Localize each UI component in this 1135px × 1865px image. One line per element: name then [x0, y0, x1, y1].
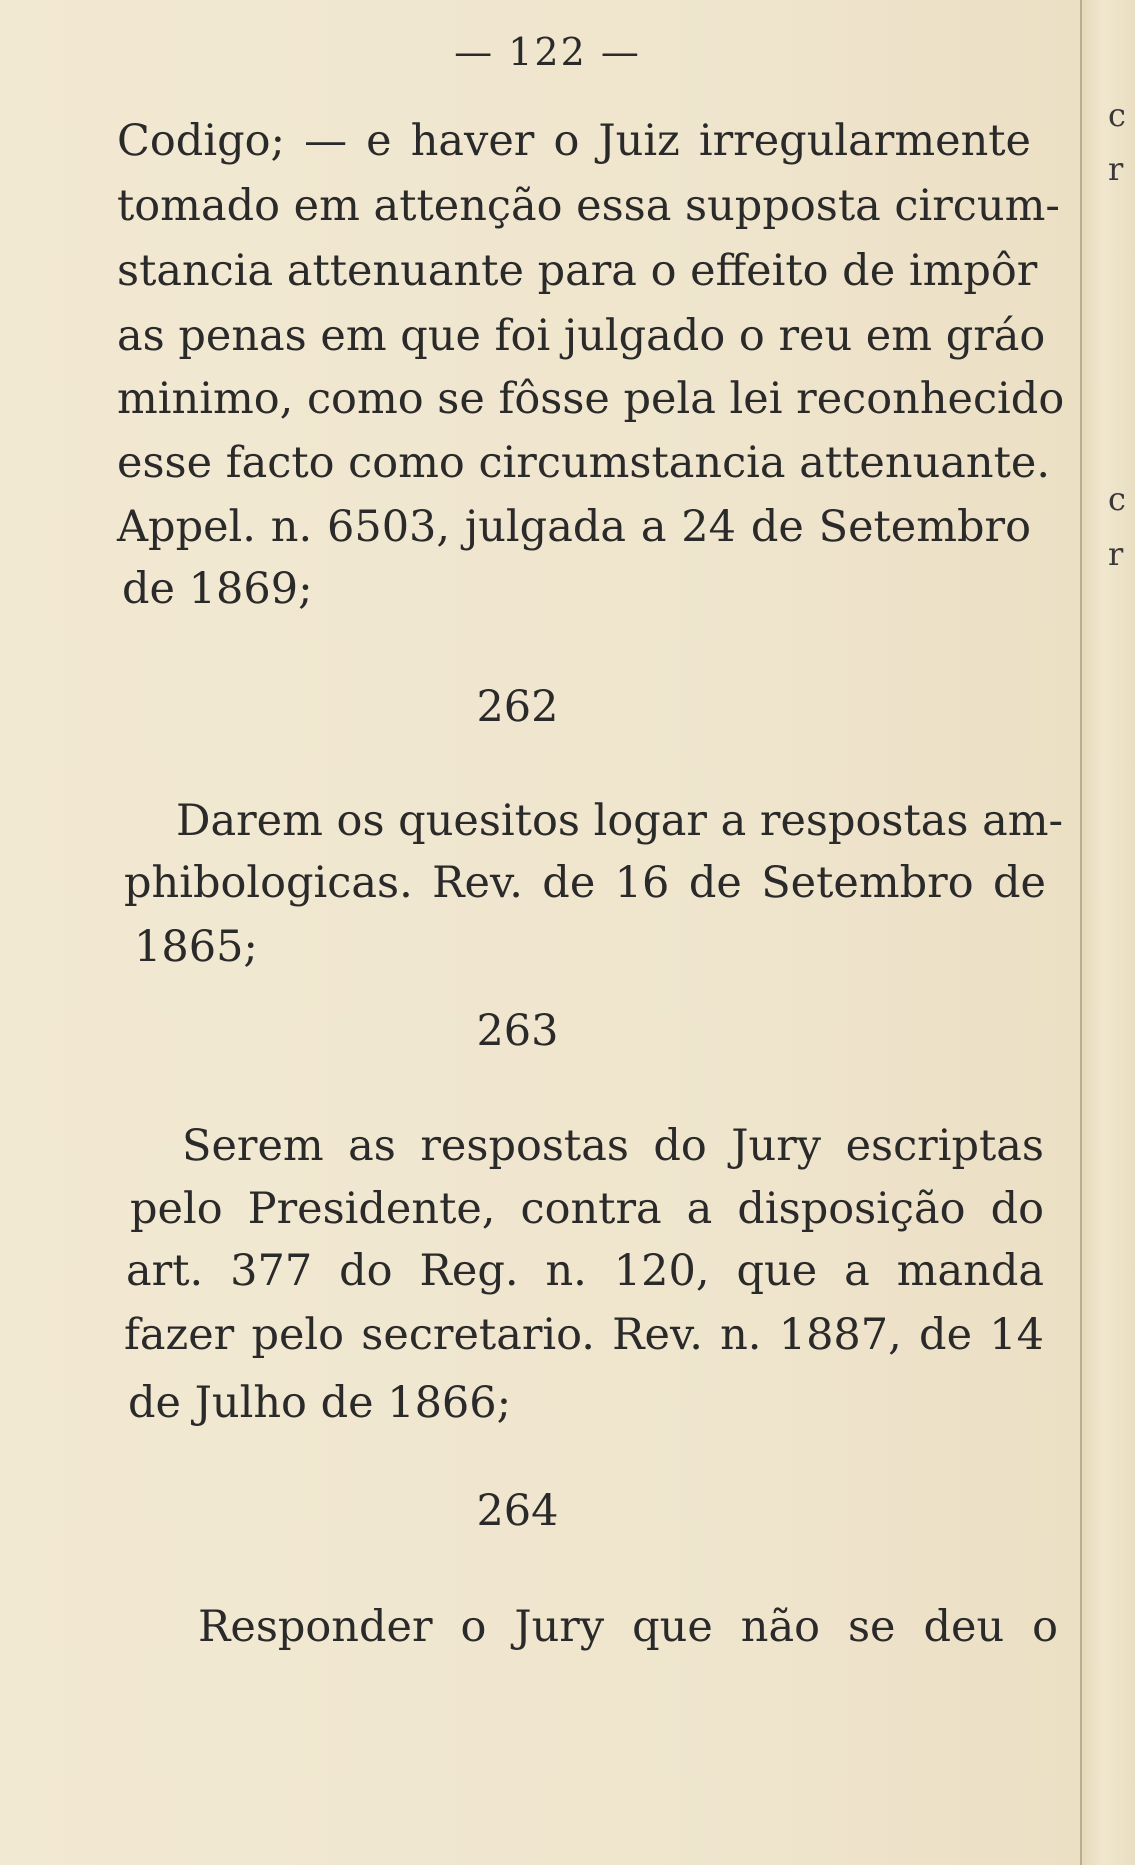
text-line: phibologicas. Rev. de 16 de Setembro de [124, 858, 1046, 908]
text-line: de 1869; [122, 564, 313, 614]
text-line: 1865; [134, 922, 258, 972]
text-line: esse facto como circumstancia attenuante. [117, 438, 1050, 488]
page-number-header: — 122 — [454, 30, 641, 74]
text-line: Serem as respostas do Jury escriptas [182, 1121, 1044, 1171]
text-line: tomado em attenção essa supposta circum- [117, 181, 1060, 231]
adjacent-page-letter: c [1108, 480, 1126, 518]
text-line: Darem os quesitos logar a respostas am- [176, 796, 1064, 846]
section-number: 263 [476, 1006, 559, 1056]
text-line: stancia attenuante para o effeito de impôr [117, 246, 1038, 296]
text-line: fazer pelo secretario. Rev. n. 1887, de 14 [124, 1310, 1044, 1360]
text-line: Appel. n. 6503, julgada a 24 de Setembro [117, 502, 1031, 552]
text-line: art. 377 do Reg. n. 120, que a manda [126, 1246, 1044, 1296]
text-line: pelo Presidente, contra a disposição do [130, 1184, 1044, 1234]
text-line: as penas em que foi julgado o reu em gráo [117, 311, 1046, 361]
adjacent-page-letter: r [1108, 535, 1124, 573]
text-line: de Julho de 1866; [128, 1378, 512, 1428]
text-line: Codigo; — e haver o Juiz irregularmente [117, 116, 1031, 166]
text-line: minimo, como se fôsse pela lei reconhecido [117, 374, 1065, 424]
adjacent-page-edge [1080, 0, 1135, 1865]
adjacent-page-letter: r [1108, 150, 1124, 188]
section-number: 264 [476, 1486, 559, 1536]
text-line: Responder o Jury que não se deu o [198, 1602, 1058, 1652]
section-number: 262 [476, 682, 559, 732]
adjacent-page-letter: c [1108, 96, 1126, 134]
